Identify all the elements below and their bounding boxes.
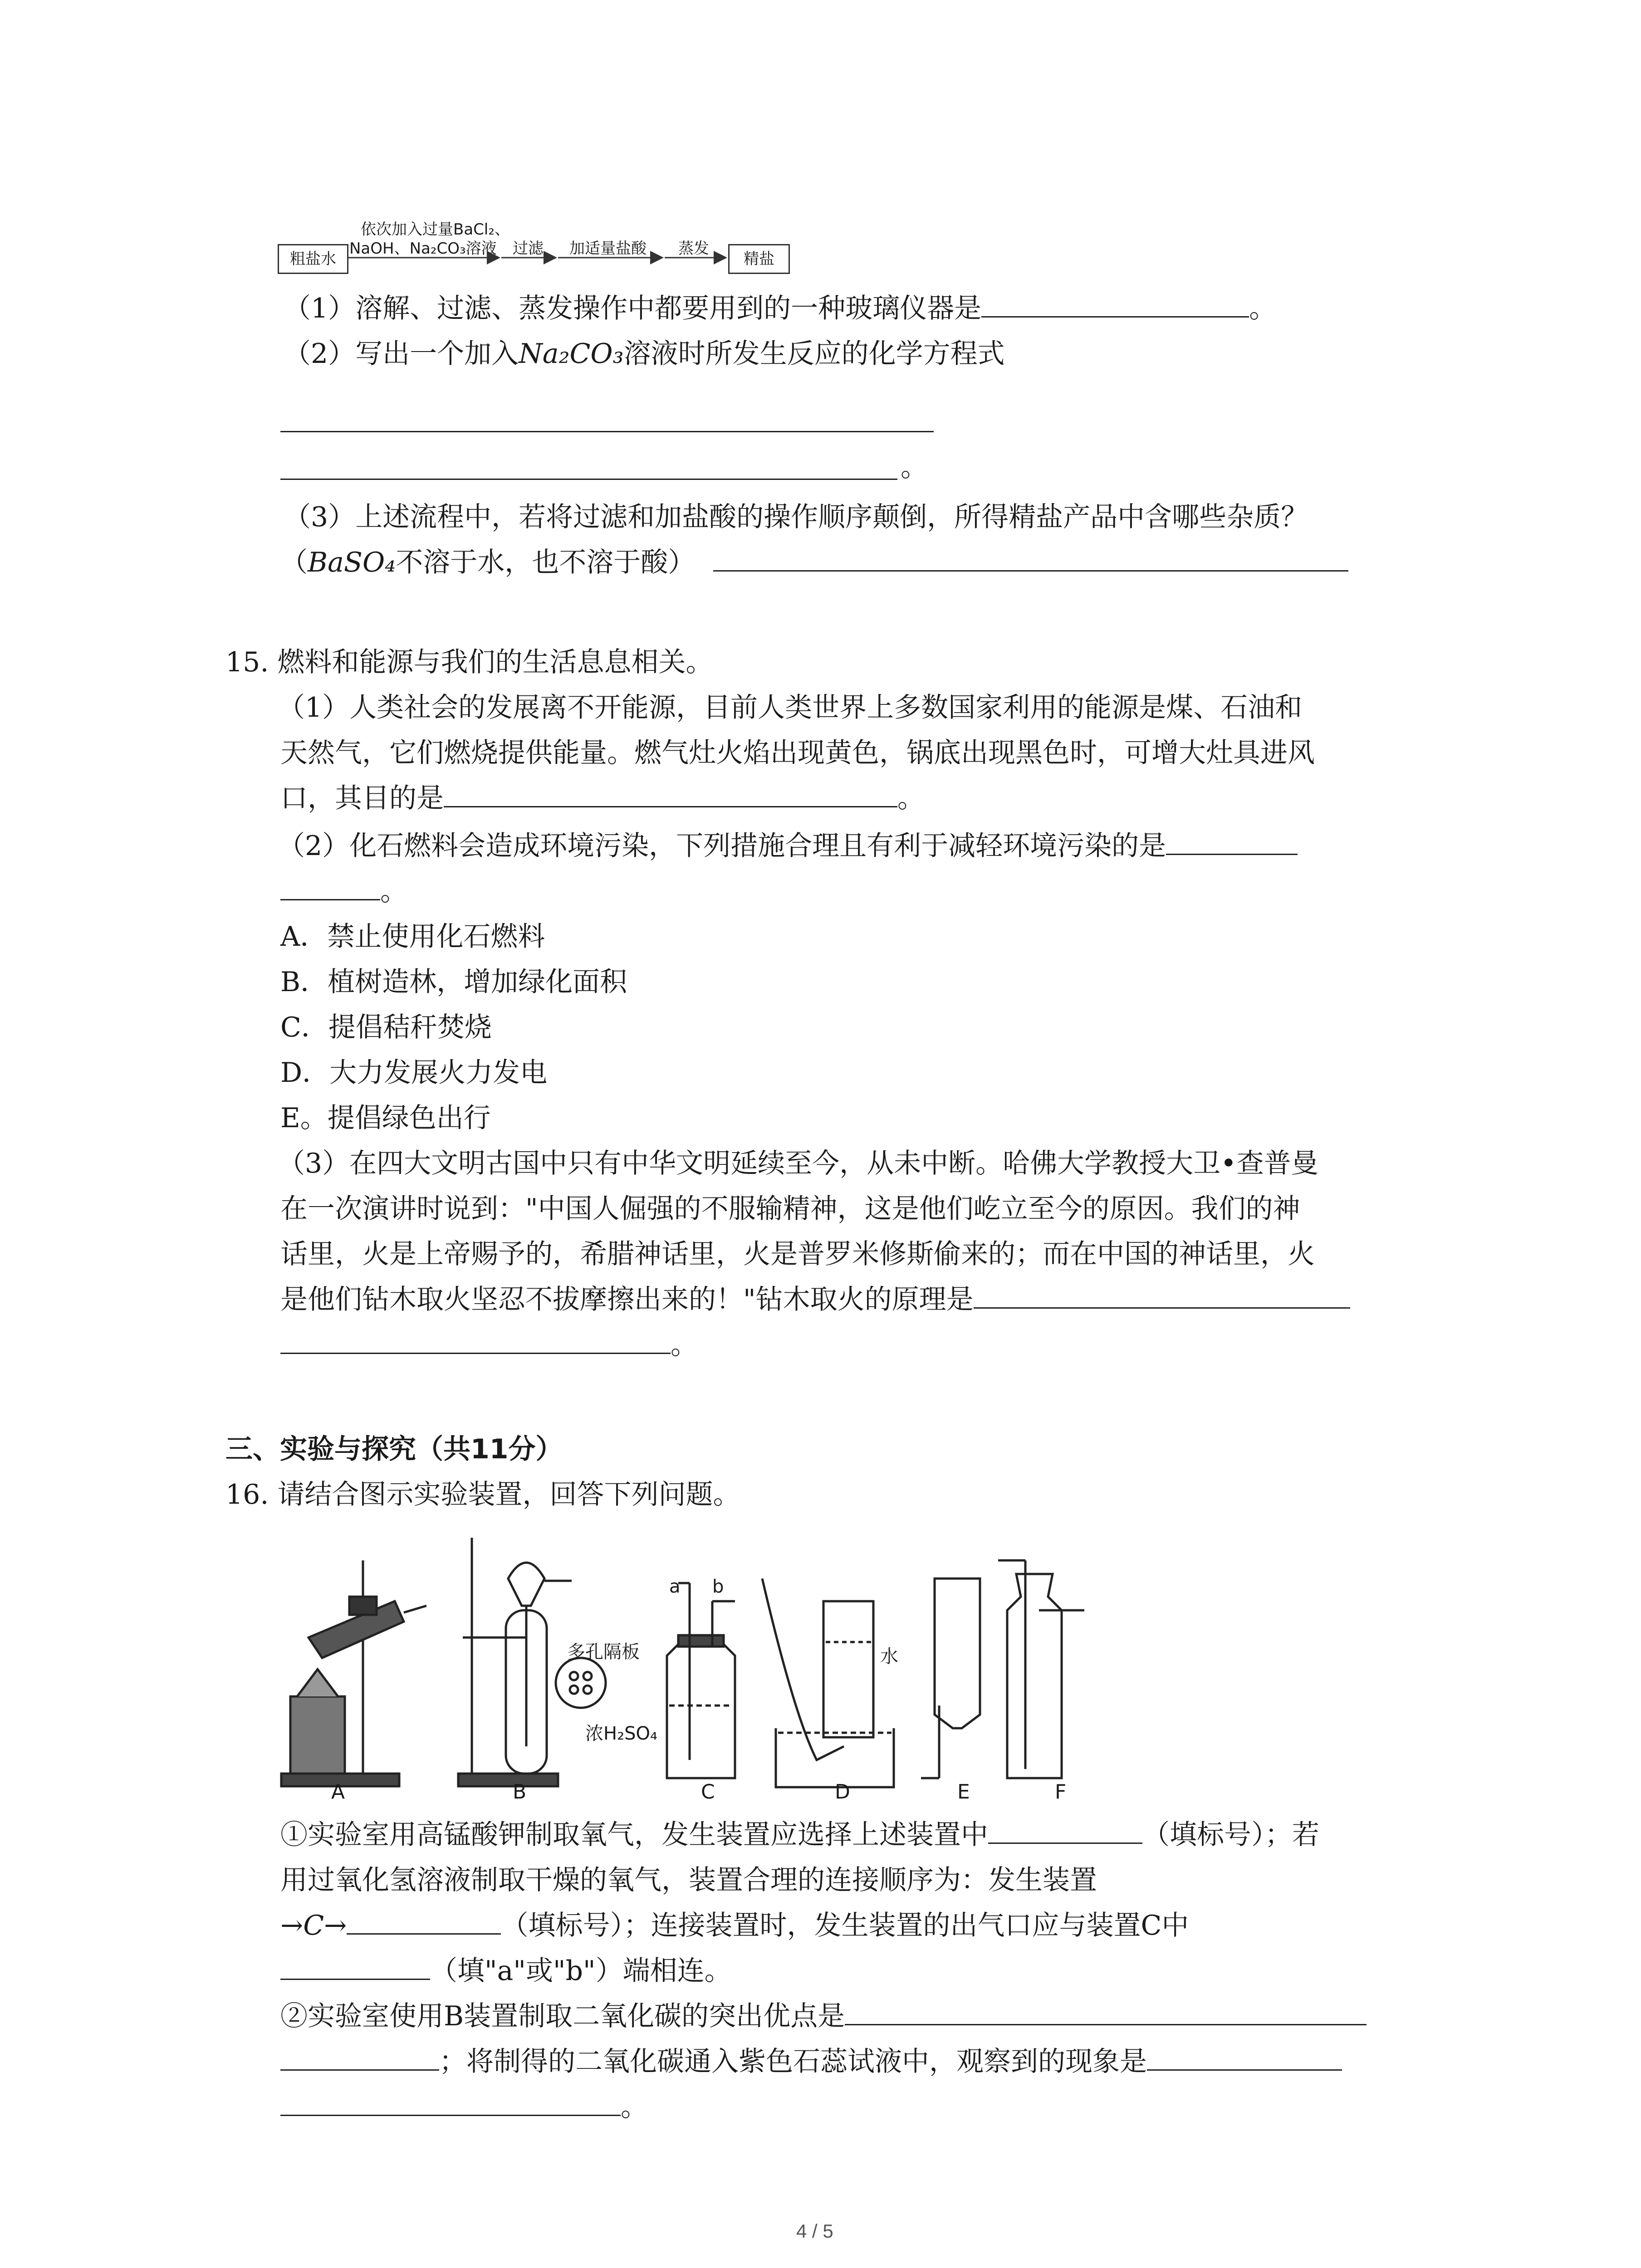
apparatus-e (921, 1579, 980, 1778)
q16-blank-4b[interactable] (280, 2041, 439, 2071)
q15-option-e: E。提倡绿色出行 (280, 1102, 491, 1134)
q15-p3-line5: 。 (280, 1322, 698, 1368)
flow-step3: 加适量盐酸 (569, 240, 647, 258)
q15-p3-line3: 话里，火是上帝赐予的，希腊神话里，火是普罗米修斯偷来的；而在中国的神话里，火 (280, 1238, 1315, 1270)
flow-step4: 蒸发 (678, 240, 709, 258)
fig-letter-b: B (513, 1780, 527, 1804)
apparatus-c (667, 1583, 735, 1778)
q16-q2-line3: 。 (280, 2084, 648, 2130)
flow-step2: 过滤 (513, 240, 544, 258)
q14-part3b: （BaSO₄不溶于水，也不溶于酸） (280, 540, 1348, 585)
q15-option-c: C．提倡秸秆焚烧 (280, 1012, 492, 1043)
q16-q2-line2: ；将制得的二氧化碳通入紫色石蕊试液中，观察到的现象是 (280, 2039, 1342, 2084)
q15-p3-line1: （3）在四大文明古国中只有中华文明延续至今，从未中断。哈佛大学教授大卫•查普曼 (278, 1148, 1318, 1179)
q15-blank-2a[interactable] (1166, 826, 1298, 855)
q16-q1-line4: （填"a"或"b"）端相连。 (280, 1948, 732, 1994)
flow-arrows (0, 0, 817, 281)
q15-option-a: A．禁止使用化石燃料 (280, 921, 545, 953)
label-b: b (712, 1576, 724, 1597)
q15-p1-line1: （1）人类社会的发展离不开能源，目前人类世界上多数国家利用的能源是煤、石油和 (278, 692, 1303, 723)
q15-p2-line1: （2）化石燃料会造成环境污染，下列措施合理且有利于减轻环境污染的是 (278, 823, 1298, 869)
q16-blank-4a[interactable] (845, 1996, 1367, 2025)
q15-title: 15. 燃料和能源与我们的生活息息相关。 (225, 646, 713, 678)
q15-option-d: D．大力发展火力发电 (280, 1057, 548, 1089)
q15-blank-2b[interactable] (280, 871, 380, 900)
q15-p3-line4: 是他们钻木取火坚忍不拔摩擦出来的！"钻木取火的原理是 (280, 1277, 1350, 1322)
page-number: 4 / 5 (796, 2220, 833, 2242)
fig-letter-a: A (331, 1780, 345, 1804)
q14-part2: （2）写出一个加入Na₂CO₃溶液时所发生反应的化学方程式 (284, 338, 1005, 370)
q14-answer-line-2[interactable] (280, 479, 897, 480)
q16-blank-3[interactable] (280, 1950, 430, 1980)
fig-letter-c: C (701, 1780, 715, 1804)
q16-blank-5b[interactable] (280, 2087, 621, 2116)
section-heading: 三、实验与探究（共11分） (225, 1433, 563, 1465)
label-plate: 多孔隔板 (567, 1642, 640, 1662)
q16-q1-line2: 用过氧化氢溶液制取干燥的氧气，装置合理的连接顺序为：发生装置 (280, 1864, 1097, 1896)
q15-blank-1[interactable] (444, 778, 897, 807)
fig-letter-d: D (835, 1780, 850, 1804)
q16-blank-5a[interactable] (1147, 2041, 1342, 2071)
q15-blank-3a[interactable] (974, 1279, 1350, 1309)
q14-part3: （3）上述流程中，若将过滤和加盐酸的操作顺序颠倒，所得精盐产品中含哪些杂质？ (284, 501, 1308, 533)
label-acid: 浓H₂SO₄ (585, 1723, 658, 1744)
q16-q2-line1: ②实验室使用B装置制取二氧化碳的突出优点是 (280, 1994, 1367, 2039)
q14-answer-line-1[interactable] (280, 431, 934, 432)
q16-blank-2[interactable] (347, 1905, 501, 1935)
label-a: a (669, 1576, 681, 1597)
label-water: 水 (880, 1646, 898, 1667)
q15-p3-line2: 在一次演讲时说到："中国人倔强的不服输精神，这是他们屹立至今的原因。我们的神 (280, 1193, 1300, 1225)
q14-blank-3[interactable] (713, 542, 1348, 572)
q16-blank-1[interactable] (988, 1814, 1142, 1844)
q14-blank-1[interactable] (981, 288, 1249, 318)
flow-step1-line2: NaOH、Na₂CO₃溶液 (349, 240, 497, 258)
q16-title: 16. 请结合图示实验装置，回答下列问题。 (225, 1479, 740, 1510)
q15-p1-line2: 天然气，它们燃烧提供能量。燃气灶火焰出现黄色，锅底出现黑色时，可增大灶具进风 (280, 737, 1315, 769)
q14-part2-end: 。 (901, 451, 928, 483)
fig-letter-f: F (1055, 1780, 1067, 1804)
q14-part1: （1）溶解、过滤、蒸发操作中都要用到的一种玻璃仪器是 。 (284, 286, 1276, 331)
q16-q1-line1: ①实验室用高锰酸钾制取氧气，发生装置应选择上述装置中 （填标号）；若 (280, 1812, 1319, 1857)
q16-q1-line3: →C→ （填标号）；连接装置时，发生装置的出气口应与装置C中 (280, 1903, 1189, 1948)
apparatus-f (998, 1560, 1084, 1778)
q15-p1-line3: 口，其目的是 。 (280, 776, 925, 821)
apparatus-a (281, 1560, 426, 1786)
apparatus-figure (272, 1533, 1089, 1823)
flow-end-box: 精盐 (728, 244, 790, 274)
flow-step1-line1: 依次加入过量BaCl₂、 (361, 220, 510, 239)
q15-option-b: B．植树造林，增加绿化面积 (280, 966, 627, 998)
flow-start-box: 粗盐水 (278, 244, 348, 274)
apparatus-d (762, 1579, 894, 1787)
fig-letter-e: E (957, 1780, 970, 1804)
q15-p2-line2: 。 (280, 869, 407, 914)
q15-blank-3b[interactable] (280, 1325, 671, 1354)
